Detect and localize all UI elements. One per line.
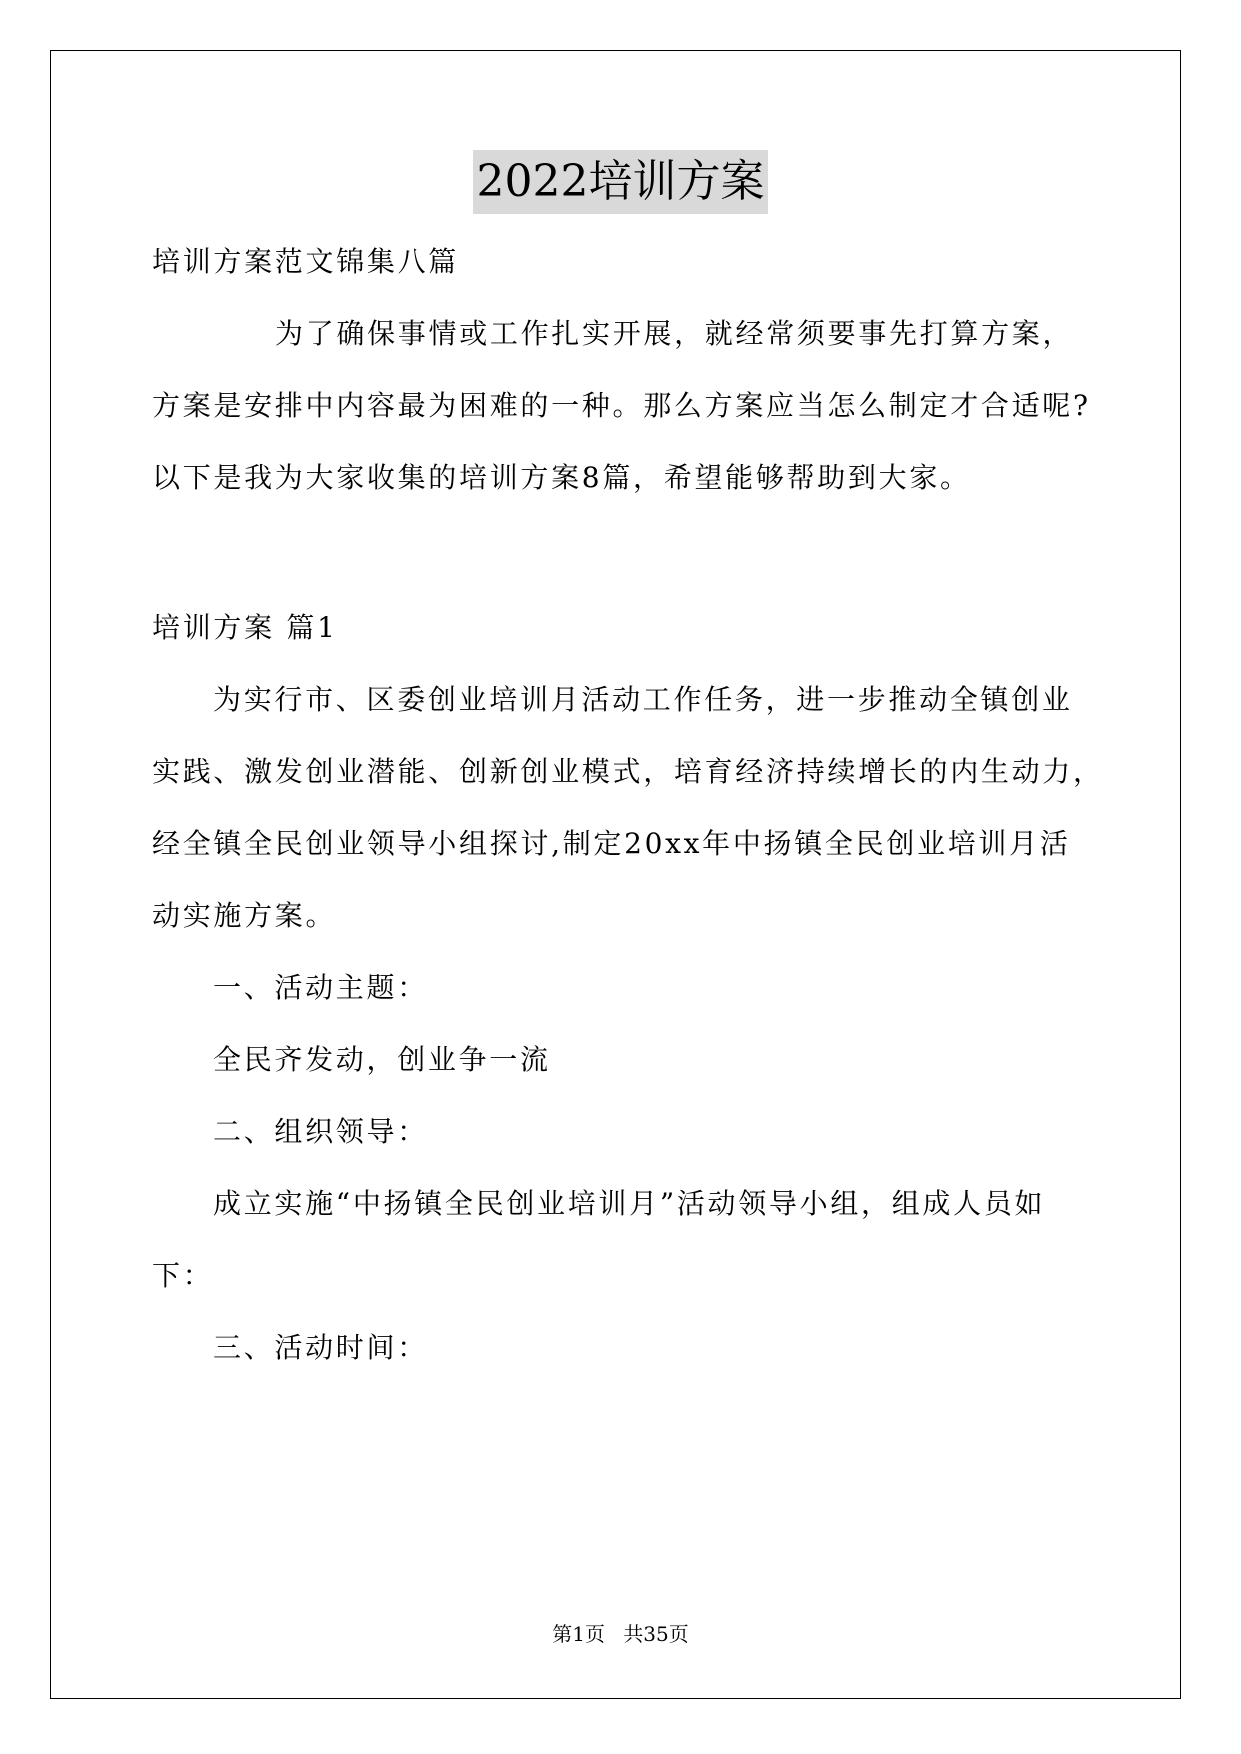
paragraph-line: 全民齐发动，创业争一流 [213, 1043, 551, 1076]
paragraph-line: 以下是我为大家收集的培训方案8篇，希望能够帮助到大家。 [152, 461, 971, 494]
item-heading: 一、活动主题： [213, 971, 428, 1004]
paragraph-line: 动实施方案。 [152, 899, 337, 932]
item-heading: 二、组织领导： [213, 1115, 428, 1148]
paragraph-line: 实践、激发创业潜能、创新创业模式，培育经济持续增长的内生动力， [152, 755, 1104, 788]
page-footer [0, 1618, 1241, 1647]
title-wrap [0, 150, 1241, 214]
paragraph-line: 方案是安排中内容最为困难的一种。那么方案应当怎么制定才合适呢? [152, 389, 1091, 422]
section-heading: 培训方案 篇1 [152, 611, 338, 644]
document-title: 2022培训方案 [473, 150, 769, 214]
paragraph-line: 为实行市、区委创业培训月活动工作任务，进一步推动全镇创业 [213, 683, 1073, 716]
paragraph-line: 成立实施“中扬镇全民创业培训月”活动领导小组，组成人员如 [213, 1187, 1046, 1220]
paragraph-line: 经全镇全民创业领导小组探讨,制定20xx年中扬镇全民创业培训月活 [152, 827, 1071, 860]
paragraph-line: 下： [152, 1259, 214, 1292]
subtitle-line: 培训方案范文锦集八篇 [152, 245, 460, 278]
page-number: 第1页 [552, 1622, 605, 1646]
page-border [50, 50, 1181, 1699]
item-heading: 三、活动时间： [213, 1331, 428, 1364]
page-total: 共35页 [623, 1622, 689, 1646]
paragraph-line: 为了确保事情或工作扎实开展，就经常须要事先打算方案， [275, 317, 1074, 350]
